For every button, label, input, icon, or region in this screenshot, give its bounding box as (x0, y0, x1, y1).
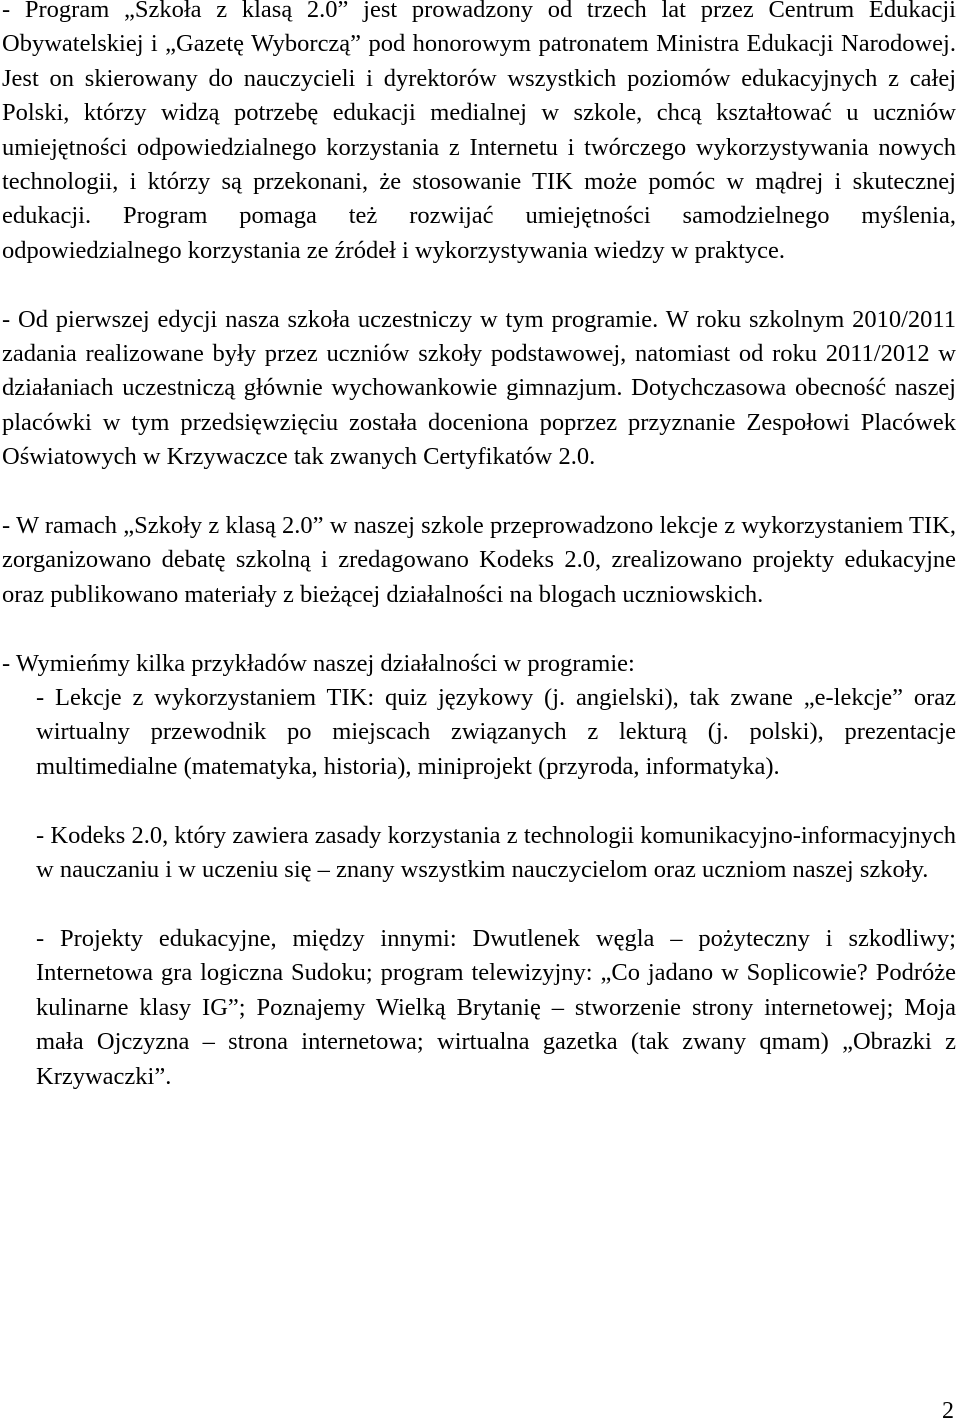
paragraph-school-participation: - Od pierwszej edycji nasza szkoła uczestniczy w tym programie. W roku szkolnym 2010/2011 zadania realizowane były przez uczniów szkoły podstawowej, natomiast od roku 2011/2012 w działaniach uczestniczą głównie wychowankowie gimnazjum. Dotychczasowa obecność naszej placówki w tym przedsięwzięciu została doceniona poprzez przyznanie Zespołowi Placówek Oświatowych w Krzywaczce tak zwanych Certyfikatów 2.0. (2, 305, 956, 471)
list-item-projects: - Projekty edukacyjne, między innymi: Dwutlenek węgla – pożyteczny i szkodliwy; Internetowa gra logiczna Sudoku; program telewizyjny: „Co jadano w Soplicowie? Podróże kulinarne klasy IG”; Poznajemy Wielką Brytanię – stworzenie strony internetowej; Moja mała Ojczyzna – strona internetowa; wirtualna gazetka (tak zwany qmam) „Obrazki z Krzywaczki”. (36, 924, 956, 1090)
paragraph-examples-intro: - Wymieńmy kilka przykładów naszej działalności w programie: (2, 649, 635, 677)
paragraph-gap (2, 612, 956, 646)
paragraph-gap (2, 784, 956, 818)
paragraph-program-intro: - Program „Szkoła z klasą 2.0” jest prowadzony od trzech lat przez Centrum Edukacji Obywatelskiej i „Gazetę Wyborczą” pod honorowym patronatem Ministra Edukacji Narodowej. Jest on skierowany do nauczycieli i dyrektorów wszystkich poziomów edukacyjnych z całej Polski, którzy widzą potrzebę edukacji medialnej w szkole, chcą kształtować u uczniów umiejętności odpowiedzialnego korzystania z Internetu i twórczego wykorzystywania nowych technologii, i którzy są przekonani, że stosowanie TIK może pomóc w mądrej i skutecznej edukacji. Program pomaga też rozwijać umiejętności samodzielnego myślenia, odpowiedzialnego korzystania ze źródeł i wykorzystywania wiedzy w praktyce. (2, 0, 956, 264)
list-item-codex: - Kodeks 2.0, który zawiera zasady korzystania z technologii komunikacyjno-informacyjnych w nauczaniu i w uczeniu się – znany wszystkim nauczycielom oraz uczniom naszej szkoły. (36, 821, 956, 884)
paragraph-gap (2, 888, 956, 922)
paragraph-gap (2, 475, 956, 509)
paragraph-activities-summary: - W ramach „Szkoły z klasą 2.0” w naszej szkole przeprowadzono lekcje z wykorzystaniem TIK, zorganizowano debatę szkolną i zredagowano Kodeks 2.0, zrealizowano projekty edukacyjne oraz publikowano materiały z bieżącej działalności na blogach uczniowskich. (2, 512, 956, 608)
paragraph-gap (2, 268, 956, 302)
document-page (2, 0, 956, 1094)
page-number: 2 (942, 1398, 954, 1424)
list-item-tik-lessons: - Lekcje z wykorzystaniem TIK: quiz językowy (j. angielski), tak zwane „e-lekcje” oraz wirtualny przewodnik po miejscach związanych z lekturą (j. polski), prezentacje multimedialne (matematyka, historia), miniprojekt (przyroda, informatyka). (36, 684, 956, 780)
